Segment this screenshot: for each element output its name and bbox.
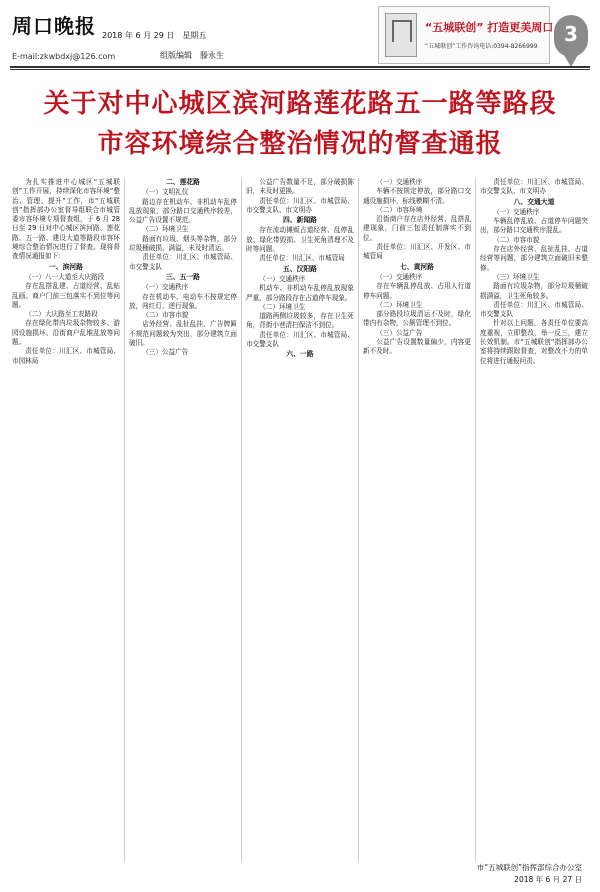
- section-paragraph: （三）环境卫生: [493, 272, 540, 281]
- section-paragraph: 责任单位：川汇区、市城管局、市交警支队、市文明办: [246, 196, 354, 214]
- issuer: 市“五城联创”指挥部综合办公室: [476, 863, 582, 872]
- page-number-badge: 3: [554, 15, 588, 57]
- contact-email: E-mail:zkwbdxj@126.com: [12, 52, 116, 61]
- header-rule: [10, 66, 590, 68]
- section-heading: 七、黄河路: [400, 262, 434, 271]
- section-paragraph: 存在车辆乱停乱放、占用人行道停车问题。: [363, 282, 471, 300]
- section-paragraph: 责任单位：川汇区、市城管局、市园林局: [12, 347, 120, 365]
- section-paragraph: 部分路段垃圾清运不及时，绿化带内有杂物，公厕管理不到位。: [363, 310, 471, 328]
- section-paragraph: 路边存在机动车、非机动车乱停乱放现象，部分路口交通秩序较差，公益广告设置不规范。: [129, 197, 237, 225]
- section-paragraph: 针对以上问题，各责任单位要高度重视，立即整改，举一反三，建立长效机制。市“五城联创”指挥部办公室将持续跟踪督查，对整改不力的单位将进行通报问责。: [480, 319, 588, 365]
- section-paragraph: 存在机动车、电动车不按规定停放，闯红灯、逆行现象。: [129, 292, 237, 310]
- campaign-hotline: “五城联创”工作咨询电话:0394-8266999: [425, 43, 538, 50]
- section-paragraph: （二）环境卫生: [142, 225, 189, 234]
- section-paragraph: 公益广告数量不足，部分破损陈旧，未及时更换。: [246, 178, 354, 196]
- section-paragraph: （二）市容环境: [376, 205, 423, 214]
- section-paragraph: 道路两侧垃圾较多，存在卫生死角，背街小巷清扫保洁不到位。: [246, 312, 354, 330]
- section-heading: 一、滨河路: [49, 262, 83, 271]
- dateline: [102, 30, 206, 41]
- section-paragraph: （一）交通秩序: [259, 274, 306, 283]
- header-rule-thin: [10, 69, 590, 70]
- campaign-banner: [378, 6, 554, 64]
- signature-block: [350, 862, 582, 886]
- section-paragraph: （二）市容市貌: [142, 311, 189, 320]
- section-heading: 八、交通大道: [513, 197, 555, 206]
- section-paragraph: （一）交通秩序: [376, 178, 423, 186]
- editor-name: 滕永生: [200, 51, 224, 60]
- section-paragraph: （一）文明礼仪: [142, 188, 189, 197]
- section-paragraph: （二）环境卫生: [376, 300, 423, 309]
- section-heading: 五、汉阳路: [283, 264, 317, 273]
- section-paragraph: （三）公益广告: [142, 348, 189, 357]
- section-paragraph: 沿街商户存在店外经营、乱搭乱建现象，门前三包责任制落实不到位。: [363, 215, 471, 242]
- article-headline: [10, 84, 590, 164]
- section-paragraph: 存在绿化带内垃圾杂物较多、游园设施损坏、沿街商户乱堆乱放等问题。: [12, 319, 120, 347]
- section-paragraph: （二）环境卫生: [259, 302, 306, 311]
- section-paragraph: 存在店外经营、乱扯乱挂、占道经营等问题，部分建筑立面破旧未整修。: [480, 245, 588, 272]
- section-paragraph: （一）交通秩序: [493, 207, 540, 216]
- section-paragraph: 责任单位：川汇区、市城管局: [259, 254, 345, 263]
- masthead-logo: 周口晚报: [12, 14, 96, 38]
- section-paragraph: 车辆不按规定停放，部分路口交通设施损坏，标线模糊不清。: [363, 187, 471, 205]
- section-paragraph: 机动车、非机动车乱停乱放现象严重，部分路段存在占道停车现象。: [246, 284, 354, 302]
- section-paragraph: 路面有垃圾杂物，部分垃圾桶破损满溢，卫生死角较多。: [480, 282, 588, 300]
- section-paragraph: 存在乱搭乱建、占道经营、乱贴乱画、商户门前三包落实不到位等问题。: [12, 282, 120, 309]
- section-paragraph: 责任单位：川汇区、市城管局、市交警支队、市文明办: [480, 178, 588, 196]
- headline-line-1: 关于对中心城区滨河路莲花路五一路等路段: [43, 89, 557, 119]
- gate-emblem-icon: [385, 13, 417, 57]
- section-paragraph: 车辆乱停乱放、占道停车问题突出，部分路口交通秩序混乱。: [480, 217, 588, 235]
- section-paragraph: 公益广告设置数量偏少，内容更新不及时。: [363, 338, 471, 356]
- section-paragraph: 责任单位：川汇区、市城管局、市交警支队: [246, 330, 354, 349]
- weekday: 星期五: [182, 31, 207, 40]
- section-paragraph: 责任单位：川汇区、市城管局、市交警支队: [129, 253, 237, 271]
- section-heading: 二、莲花路: [166, 178, 200, 186]
- section-paragraph: （一）八一大道至大庆路段: [25, 272, 105, 281]
- article-body: [12, 178, 588, 862]
- intro-paragraph: 为扎实推进中心城区“五城联创”工作开展，持续深化市容环境“整治、管理、提升”工作，市“五城联创”指挥部办公室督导组联合市城管委市容环境专项督查组，于 6 月 28 日至 29 日对中心城区滨河路、莲花路、五一路、建设大道等路段市容环境综合整治情况进行了督查。现将督查情况通报如下：: [12, 178, 120, 261]
- section-paragraph: （一）交通秩序: [142, 283, 189, 292]
- section-paragraph: 店外经营、乱扯乱挂、广告牌匾不规范问题较为突出，部分建筑立面破旧。: [129, 320, 237, 348]
- editor-role: 组版编辑: [160, 51, 192, 60]
- page-header: [0, 0, 600, 72]
- section-heading: 三、五一路: [166, 272, 200, 281]
- section-paragraph: （二）大庆路至工农路段: [25, 310, 98, 319]
- issue-date-footer: 2018 年 6 月 27 日: [514, 875, 582, 884]
- section-paragraph: 存在流动摊贩占道经营、乱停乱放、绿化带毁损、卫生死角清理不及时等问题。: [246, 226, 354, 254]
- campaign-title: “五城联创” 打造更美周口: [425, 21, 554, 34]
- editors-line: [160, 50, 224, 61]
- section-paragraph: 路面有垃圾、烟头等杂物，部分垃圾桶破损、满溢，未及时清运。: [129, 234, 237, 253]
- section-heading: 四、新闻路: [283, 216, 317, 225]
- issue-date: 2018 年 6 月 29 日: [102, 31, 175, 40]
- headline-line-2: 市容环境综合整治情况的督查通报: [97, 129, 503, 159]
- section-heading: 六、一路: [286, 350, 314, 359]
- section-paragraph: （一）交通秩序: [376, 272, 423, 281]
- section-paragraph: （三）公益广告: [376, 328, 423, 337]
- section-paragraph: 责任单位：川汇区、开发区、市城管局: [363, 243, 471, 261]
- section-paragraph: （二）市容市貌: [493, 235, 540, 244]
- section-paragraph: 责任单位：川汇区、市城管局、市交警支队: [480, 300, 588, 319]
